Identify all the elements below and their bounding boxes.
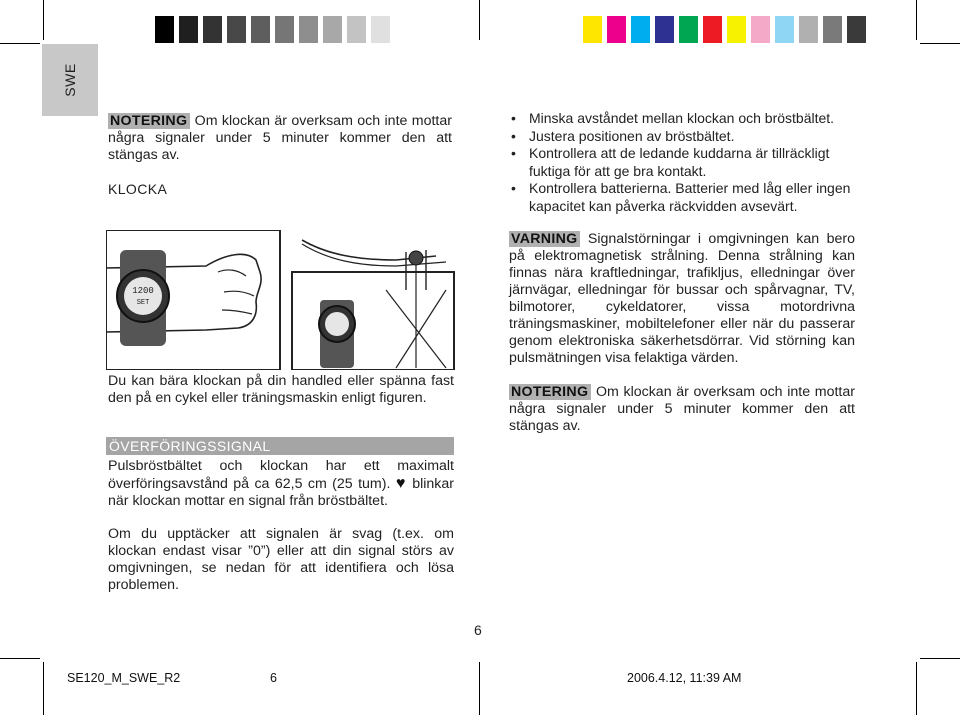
figure-caption: Du kan bära klockan på din handled eller spänna fast den på en cykel eller träningsmaskin enligt figuren. <box>108 373 454 406</box>
transmission-text-a: Pulsbröstbältet och klockan har ett maximalt överföringsavstånd på ca 62,5 cm (25 tum). <box>108 458 454 492</box>
gray-swatch <box>371 16 390 43</box>
color-swatch <box>727 16 746 43</box>
note-label: NOTERING <box>509 384 591 400</box>
color-swatch <box>655 16 674 43</box>
color-swatch <box>583 16 602 43</box>
note-top-left <box>108 113 452 164</box>
list-item: • Kontrollera batterierna. Batterier med låg eller ingen kapacitet kan påverka räckvidden avsevärt. <box>511 180 851 214</box>
gray-swatch <box>323 16 342 43</box>
crop-mark <box>920 43 960 44</box>
warning-paragraph <box>509 231 855 367</box>
color-swatch <box>607 16 626 43</box>
crop-mark <box>43 662 44 715</box>
bullet-icon: • <box>511 110 516 126</box>
note-text: Om klockan är overksam och inte mottar några signaler under 5 minuter kommer den att stängas av. <box>509 384 855 434</box>
list-item: • Justera positionen av bröstbältet. <box>511 127 735 144</box>
bullet-icon: • <box>511 127 516 144</box>
crop-mark <box>916 662 917 715</box>
footer-filename: SE120_M_SWE_R2 <box>67 671 181 685</box>
color-swatch <box>775 16 794 43</box>
crop-mark <box>479 0 480 40</box>
watch-digits: 1200 <box>132 286 154 296</box>
color-swatch <box>679 16 698 43</box>
gray-swatch <box>299 16 318 43</box>
gray-swatch <box>251 16 270 43</box>
bullet-icon: • <box>511 180 516 196</box>
section-title: ÖVERFÖRINGSSIGNAL <box>109 438 271 454</box>
clock-heading: KLOCKA <box>108 181 168 197</box>
footer-timestamp: 2006.4.12, 11:39 AM <box>627 671 742 685</box>
crop-mark <box>0 43 40 44</box>
gray-swatch <box>227 16 246 43</box>
crop-mark <box>920 658 960 659</box>
transmission-paragraph <box>108 458 454 510</box>
language-tab <box>42 44 98 116</box>
gray-swatch <box>347 16 366 43</box>
footer-page: 6 <box>270 671 277 685</box>
gray-swatch <box>275 16 294 43</box>
weak-signal-paragraph: Om du upptäcker att signalen är svag (t.ex. om klockan endast visar ”0”) eller att din signal störs av omgivningen, se nedan för att identifiera och lösa problemen. <box>108 526 454 593</box>
color-swatch <box>847 16 866 43</box>
bullet-icon: • <box>511 145 516 161</box>
color-swatch <box>631 16 650 43</box>
note-text: Om klockan är overksam och inte mottar några signaler under 5 minuter kommer den att stängas av. <box>108 113 452 163</box>
troubleshooting-list <box>509 110 855 215</box>
list-item: • Kontrollera att de ledande kuddarna är tillräckligt fuktiga för att ge bra kontakt. <box>511 145 830 179</box>
warning-text: Signalstörningar i omgivningen kan bero på elektromagnetisk strålning. Denna strålning kan finnas nära kraftledningar, trafikljus, elledningar över järnvägar, elledningar för bussar och spårvagnar, TV, bilmotorer, cykeldatorer, vissa motordrivna träningsmaskiner, mobiltelefoner eller när du passerar genom elektroniska säkerhetsdörrar. Vid störning kan pulsmätningen visa felaktiga värden. <box>509 231 855 366</box>
page-number: 6 <box>474 622 482 638</box>
transmission-text-b: blinkar när klockan mottar en signal från bröstbältet. <box>108 476 454 509</box>
color-swatch <box>751 16 770 43</box>
warning-label: VARNING <box>509 231 580 247</box>
color-swatch <box>799 16 818 43</box>
section-title-bar <box>106 437 454 455</box>
crop-mark <box>479 662 480 715</box>
heart-icon: ♥ <box>395 475 407 492</box>
list-item: • Minska avståndet mellan klockan och bröstbältet. <box>511 110 835 126</box>
note-bottom-right <box>509 384 855 435</box>
note-label: NOTERING <box>108 113 190 129</box>
crop-mark <box>43 0 44 40</box>
language-tab-label: SWE <box>62 63 78 97</box>
color-swatch <box>703 16 722 43</box>
gray-swatch <box>155 16 174 43</box>
gray-swatch <box>179 16 198 43</box>
gray-swatch <box>203 16 222 43</box>
color-swatch <box>823 16 842 43</box>
crop-mark <box>916 0 917 40</box>
watch-illustration <box>106 230 456 370</box>
watch-digits-sub: SET <box>136 299 150 307</box>
crop-mark <box>0 658 40 659</box>
